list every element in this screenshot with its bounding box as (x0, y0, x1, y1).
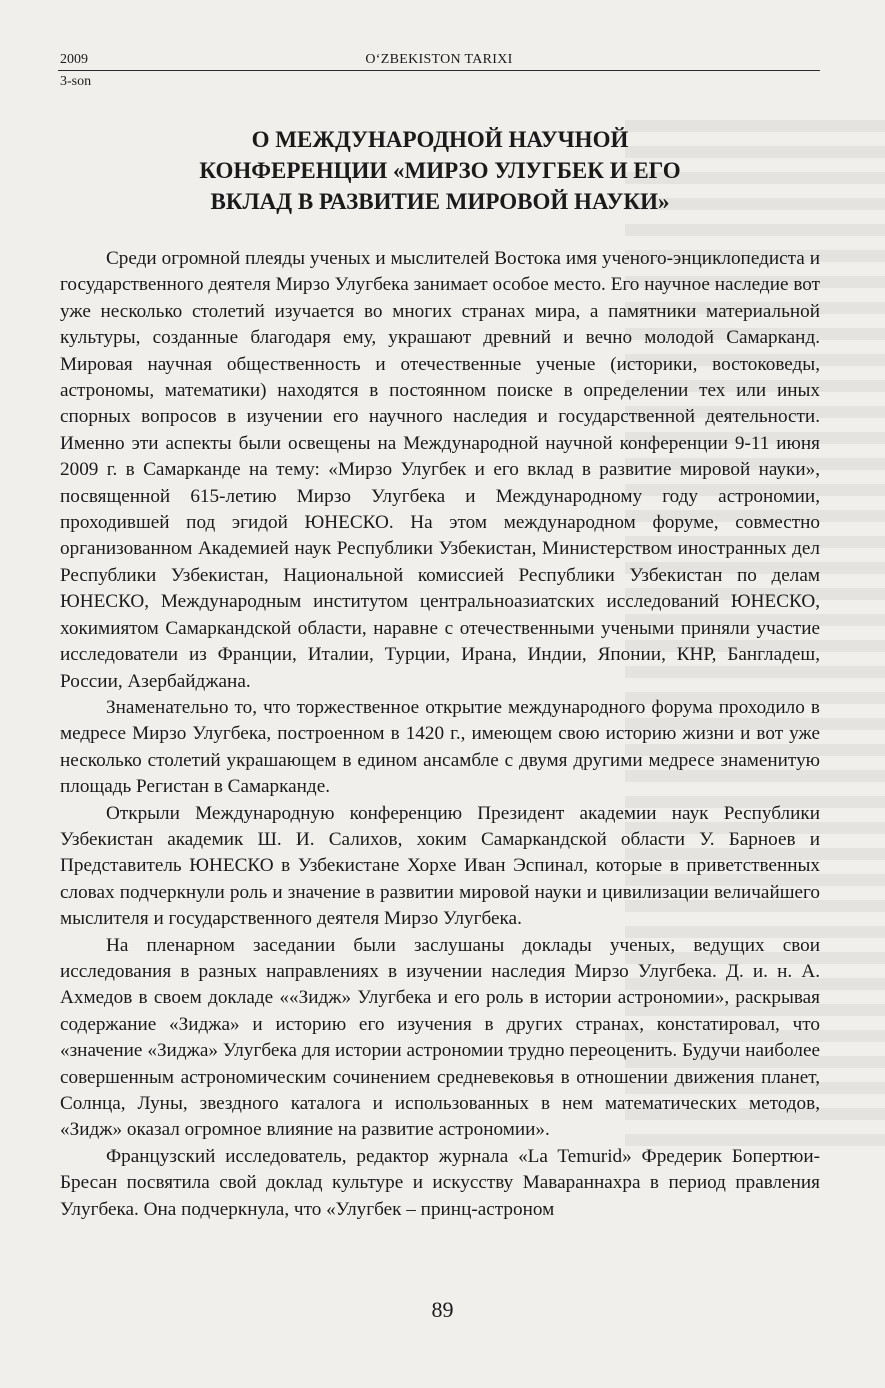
body-paragraph: Знаменательно то, что торжественное открытие международного форума проходило в медресе Мирзо Улугбека, построенном в 1420 г., имеющем свою историю жизни и вот уже несколько столетий украшающем в едином ансамбле с двумя другими медресе знаменитую площадь Регистан в Самарканде. (60, 696, 820, 798)
running-header (58, 50, 820, 71)
header-year: 2009 (60, 52, 88, 67)
page-number: 89 (431, 1297, 454, 1322)
article-title (60, 124, 820, 217)
header-issue: 3-son (60, 74, 92, 89)
body-paragraph: На пленарном заседании были заслушаны доклады ученых, ведущих свои исследования в разных направлениях в изучении наследия Мирзо Улугбека. Д. и. н. А. Ахмедов в своем докладе ««Зидж» Улугбека и его роль в истории астрономии», раскрывая содержание «Зиджа» и историю его изучения в других странах, констатировал, что «значение «Зиджа» Улугбека для истории астрономии трудно переоценить. Будучи наиболее совершенным астрономическим сочинением средневековья в отношении движения планет, Солнца, Луны, звездного каталога и использованных в нем математических методов, «Зидж» оказал огромное влияние на развитие астрономии». (60, 934, 820, 1141)
header-journal-title: O‘ZBEKISTON TARIXI (365, 52, 513, 67)
article-body (60, 246, 820, 1223)
body-paragraph: Среди огромной плеяды ученых и мыслителей Востока имя ученого-энциклопедиста и государственного деятеля Мирзо Улугбека занимает особое место. Его научное наследие вот уже несколько столетий изучается во многих странах мира, а памятники материальной культуры, созданные благодаря ему, украшают древний и вечно молодой Самарканд. Мировая научная общественность и отечественные ученые (историки, востоковеды, астрономы, математики) находятся в постоянном поиске в определении тех или иных спорных вопросов в изучении его научного наследия и государственной деятельности. Именно эти аспекты были освещены на Международной научной конференции 9-11 июня 2009 г. в Самарканде на тему: «Мирзо Улугбек и его вклад в развитие мировой науки», посвященной 615-летию Мирзо Улугбека и Международному году астрономии, проходившей под эгидой ЮНЕСКО. На этом международном форуме, совместно организованном Академией наук Республики Узбекистан, Министерством иностранных дел Республики Узбекистан, Национальной комиссией Республики Узбекистан по делам ЮНЕСКО, Международным институтом центральноазиатских исследований ЮНЕСКО, хокимиятом Самаркандской области, наравне с отечественными учеными приняли участие исследователи из Франции, Италии, Турции, Ирана, Индии, Японии, КНР, Бангладеш, России, Азербайджана. (60, 248, 820, 692)
article-title-line: ВКЛАД В РАЗВИТИЕ МИРОВОЙ НАУКИ» (210, 189, 670, 214)
article-title-line: КОНФЕРЕНЦИИ «МИРЗО УЛУГБЕК И ЕГО (199, 158, 681, 183)
body-paragraph: Открыли Международную конференцию Президент академии наук Республики Узбекистан академик Ш. И. Салихов, хоким Самаркандской области У. Барноев и Представитель ЮНЕСКО в Узбекистане Хорхе Иван Эспинал, которые в приветственных словах подчеркнули роль и значение в развитии мировой науки и цивилизации величайшего мыслителя и государственного деятеля Мирзо Улугбека. (60, 802, 820, 930)
article-title-line: О МЕЖДУНАРОДНОЙ НАУЧНОЙ (251, 127, 629, 152)
body-paragraph: Французский исследователь, редактор журнала «La Temurid» Фредерик Бопертюи-Бресан посвятила свой доклад культуре и искусству Мавараннахра в период правления Улугбека. Она подчеркнула, что «Улугбек – принц-астроном (60, 1145, 820, 1220)
